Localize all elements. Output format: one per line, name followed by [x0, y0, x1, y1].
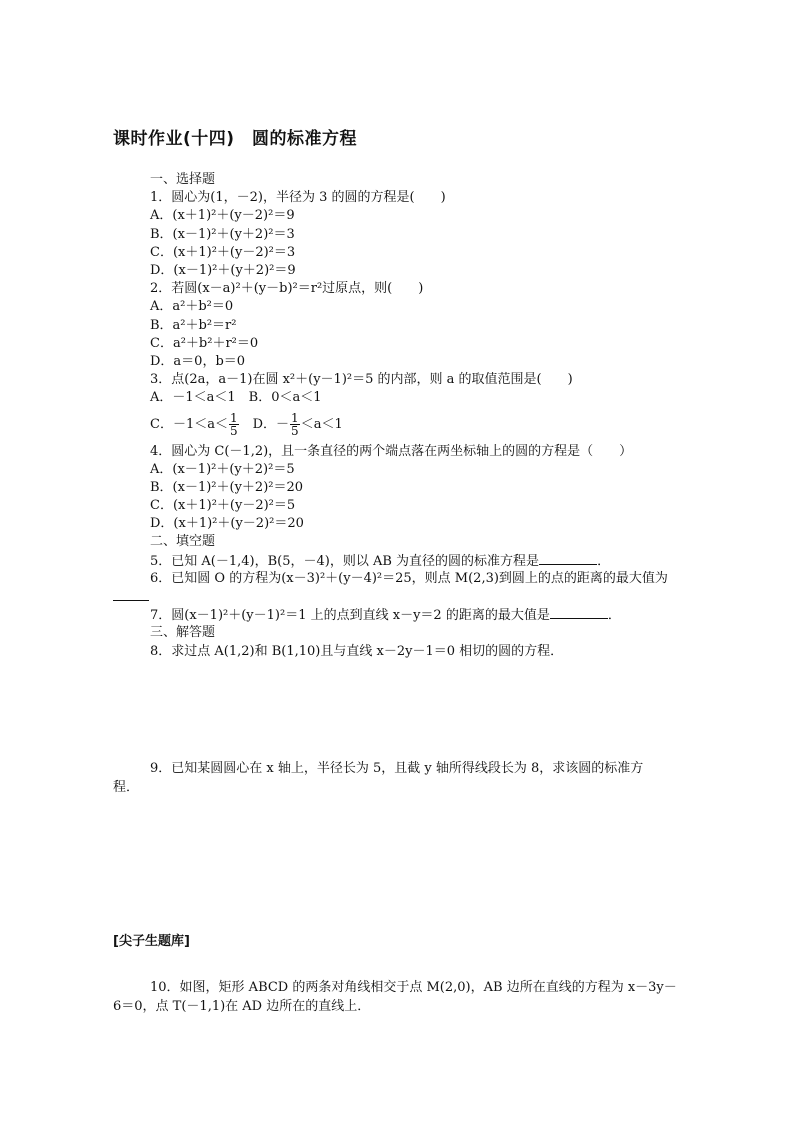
q6-answer-blank[interactable]	[113, 588, 149, 601]
q2-option-c: C．a²＋b²＋r²＝0	[150, 336, 259, 351]
q6-text: 6．已知圆 O 的方程为(x－3)²＋(y－4)²＝25，则点 M(2,3)到圆上的点的距离的最大值为	[150, 571, 668, 586]
q3-option-c-fraction	[229, 412, 239, 437]
q4-option-d: D．(x＋1)²＋(y－2)²＝20	[150, 516, 304, 531]
section-fill-heading: 二、填空题	[150, 534, 216, 549]
q1-option-a: A．(x＋1)²＋(y－2)²＝9	[150, 208, 295, 223]
q1-option-b: B．(x－1)²＋(y＋2)²＝3	[150, 227, 295, 242]
q7-text: 7．圆(x－1)²＋(y－1)²＝1 上的点到直线 x－y＝2 的距离的最大值是	[150, 608, 550, 623]
q3-stem: 3．点(2a，a－1)在圆 x²＋(y－1)²＝5 的内部，则 a 的取值范围是( )	[150, 372, 573, 387]
q2-option-b: B．a²＋b²＝r²	[150, 318, 237, 333]
q4-option-b: B．(x－1)²＋(y＋2)²＝20	[150, 480, 304, 495]
q3-c-numerator: 1	[229, 411, 238, 425]
q3-option-d-left: D．－	[239, 417, 290, 432]
q7-end: ．	[607, 608, 621, 623]
q5-end: ．	[597, 554, 611, 569]
q5-line	[150, 552, 610, 571]
q4-option-a: A．(x－1)²＋(y＋2)²＝5	[150, 462, 295, 477]
q3-options-cd	[150, 412, 343, 438]
q1-stem: 1．圆心为(1，－2)，半径为 3 的圆的方程是( )	[150, 190, 446, 205]
q1-option-d: D．(x－1)²＋(y＋2)²＝9	[150, 263, 296, 278]
q7-line	[150, 606, 621, 625]
q9-line2: 程．	[113, 780, 140, 795]
q3-option-d-fraction	[290, 412, 300, 437]
q6-line2	[113, 588, 149, 607]
page-title: 课时作业(十四) 圆的标准方程	[113, 129, 358, 149]
q9-line1: 9．已知某圆圆心在 x 轴上，半径长为 5，且截 y 轴所得线段长为 8，求该圆的标准方	[150, 761, 644, 776]
q2-option-d: D．a＝0，b＝0	[150, 354, 246, 369]
q10-line2: 6＝0，点 T(－1,1)在 AD 边所在的直线上．	[113, 999, 371, 1014]
q3-options-ab: A．－1＜a＜1 B．0＜a＜1	[150, 390, 322, 405]
q8-text: 8．求过点 A(1,2)和 B(1,10)且与直线 x－2y－1＝0 相切的圆的方程．	[150, 644, 564, 659]
q2-stem: 2．若圆(x－a)²＋(y－b)²＝r²过原点，则( )	[150, 281, 424, 296]
section-advanced-heading: [尖子生题库]	[113, 934, 190, 949]
q3-d-numerator: 1	[291, 411, 299, 425]
section-solve-heading: 三、解答题	[150, 625, 216, 640]
q3-option-d-right: ＜a＜1	[300, 417, 343, 432]
q10-line1: 10．如图，矩形 ABCD 的两条对角线相交于点 M(2,0)，AB 边所在直线的方程为 x－3y－	[150, 980, 677, 995]
q1-option-c: C．(x＋1)²＋(y－2)²＝3	[150, 245, 296, 260]
q5-answer-blank[interactable]	[539, 552, 597, 565]
q3-option-c-left: C．－1＜a＜	[150, 417, 228, 432]
q2-option-a: A．a²＋b²＝0	[150, 299, 234, 314]
q3-c-denominator: 5	[229, 424, 238, 438]
q4-stem: 4．圆心为 C(－1,2)，且一条直径的两个端点落在两坐标轴上的圆的方程是（ ）	[150, 444, 633, 459]
q4-option-c: C．(x＋1)²＋(y－2)²＝5	[150, 498, 296, 513]
q7-answer-blank[interactable]	[550, 606, 608, 619]
q5-text: 5．已知 A(－1,4)，B(5，－4)，则以 AB 为直径的圆的标准方程是	[150, 554, 540, 569]
q3-d-denominator: 5	[291, 424, 299, 438]
section-choice-heading: 一、选择题	[150, 172, 216, 187]
